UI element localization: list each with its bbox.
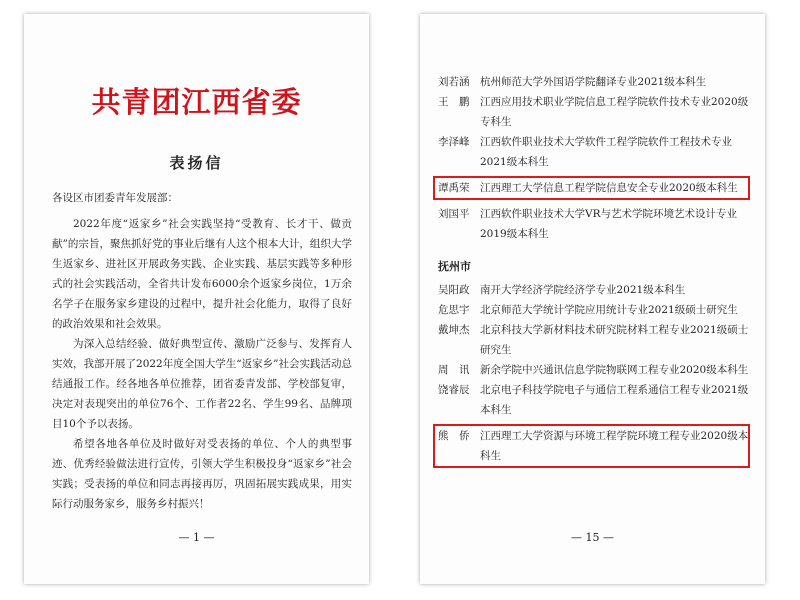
honoree-list <box>438 72 758 466</box>
letter-body <box>52 188 352 514</box>
list-item <box>438 300 758 320</box>
honoree-description: 江西软件职业技术大学软件工程学院软件工程技术专业2021级本科生 <box>480 136 732 168</box>
list-item <box>438 92 758 132</box>
honoree-name: 危思宇 <box>438 304 470 316</box>
list-item-highlighted <box>438 426 758 466</box>
honoree-description: 新余学院中兴通讯信息学院物联网工程专业2020级本科生 <box>480 364 749 376</box>
letterhead-title: 共青团江西省委 <box>91 85 302 119</box>
list-item <box>438 380 758 420</box>
document-page-left <box>24 14 369 584</box>
honoree-description: 北京科技大学新材料技术研究院材料工程专业2021级硕士研究生 <box>480 324 749 356</box>
honoree-description: 江西理工大学信息工程学院信息安全专业2020级本科生 <box>480 182 738 194</box>
list-item <box>438 280 758 300</box>
honoree-description: 江西应用技术职业学院信息工程学院软件技术专业2020级专科生 <box>480 96 749 128</box>
honoree-description: 杭州师范大学外国语学院翻译专业2021级本科生 <box>480 76 707 88</box>
honoree-name: 谭禹荣 <box>438 182 470 194</box>
honoree-name: 刘若涵 <box>438 76 470 88</box>
honoree-description: 江西软件职业技术大学VR与艺术学院环境艺术设计专业2019级本科生 <box>480 208 737 240</box>
list-item <box>438 72 758 92</box>
page-number: — 15 — <box>571 531 614 544</box>
document-title: 表扬信 <box>169 154 224 172</box>
paragraph-2: 为深入总结经验、做好典型宣传、激励广泛参与、发挥育人实效，我部开展了2022年度全国大学生“返家乡”社会实践活动总结通报工作。经各地各单位推荐，团省委青发部、学校部复审，决定对表现突出的单位76个、工作者22名、学生99名、品牌项目10个予以表扬。 <box>52 338 352 430</box>
honoree-name: 李泽峰 <box>438 136 470 148</box>
paragraph-1: 2022年度“返家乡”社会实践坚持“受教育、长才干、做贡献”的宗旨，聚焦抓好党的事业后继有人这个根本大计，组织大学生返家乡、进社区开展政务实践、企业实践、基层实践等多种形式的社会实践活动，全省共计发布6000余个返家乡岗位，1万余名学子在服务家乡建设的过程中，提升社会化能力，取得了良好的政治效果和社会效果。 <box>52 218 352 330</box>
honoree-name: 王 鹏 <box>438 96 470 108</box>
honoree-name: 熊 侨 <box>438 430 470 442</box>
honoree-description: 江西理工大学资源与环境工程学院环境工程专业2020级本科生 <box>480 430 749 462</box>
list-item <box>438 360 758 380</box>
city-heading: 抚州市 <box>438 260 471 273</box>
honoree-name: 吴阳政 <box>438 284 470 296</box>
honoree-description: 南开大学经济学院经济学专业2021级本科生 <box>480 284 686 296</box>
list-item-highlighted <box>438 178 758 198</box>
honoree-description: 北京电子科技学院电子与通信工程系通信工程专业2021级本科生 <box>480 384 749 416</box>
paragraph-3: 希望各地各单位及时做好对受表扬的单位、个人的典型事迹、优秀经验做法进行宣传，引领大学生积极投身“返家乡”社会实践；受表扬的单位和同志再接再厉，巩固拓展实践成果，用实际行动服务家乡，服务乡村振兴！ <box>52 438 352 510</box>
honoree-name: 戴坤杰 <box>438 324 470 336</box>
page-number: — 1 — <box>178 531 215 544</box>
honoree-name: 饶睿辰 <box>438 384 470 396</box>
honoree-description: 北京师范大学统计学院应用统计专业2021级硕士研究生 <box>480 304 738 316</box>
honoree-name: 刘国平 <box>438 208 470 220</box>
list-item <box>438 320 758 360</box>
honoree-name: 周 讯 <box>438 364 470 376</box>
list-item <box>438 204 758 244</box>
salutation: 各设区市团委青年发展部： <box>52 192 178 204</box>
document-page-right <box>420 14 765 584</box>
list-item <box>438 132 758 172</box>
